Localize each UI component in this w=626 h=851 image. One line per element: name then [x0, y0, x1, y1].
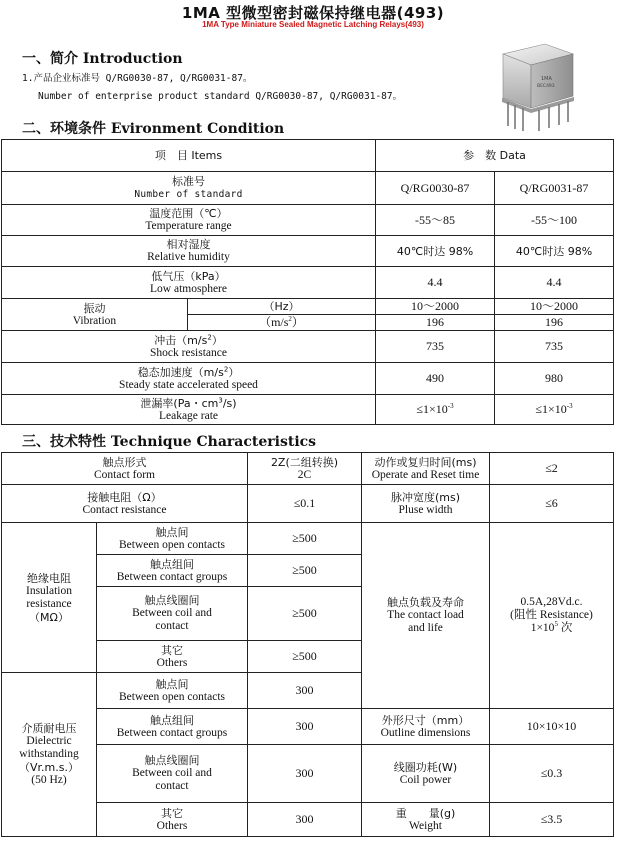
- table-row: [2, 485, 614, 523]
- cell-ins-open: ≥500: [248, 523, 362, 555]
- row-label-temperature: 温度范围（℃） Temperature range: [2, 205, 376, 236]
- col-header-items: 项 目 Items: [2, 140, 376, 172]
- cell-ins-others: ≥500: [248, 641, 362, 673]
- sub-label-others: 其它 Others: [97, 803, 248, 837]
- row-label-contact-resistance: 接触电阻（Ω） Contact resistance: [2, 485, 248, 523]
- section-heading-cn: 三、技术特性: [22, 434, 106, 450]
- table-row: [2, 172, 614, 205]
- table-row: [2, 331, 614, 363]
- table-row: [2, 140, 614, 172]
- cell-outline-dimensions: 10×10×10: [490, 709, 614, 745]
- cell-shock-b: 735: [495, 331, 614, 363]
- section-heading-introduction: [22, 48, 183, 68]
- intro-line-2: Number of enterprise product standard Q/RG0030-87, Q/RG0031-87。: [38, 91, 403, 102]
- row-label-leakage: 泄漏率(Pa・$cm^3/s$) Leakage rate: [2, 395, 376, 425]
- table-row: [2, 236, 614, 267]
- relay-product-photo: [493, 40, 579, 132]
- cell-ins-groups: ≥500: [248, 555, 362, 587]
- relay-photo-label-1: 1MA: [541, 76, 552, 82]
- row-label-low-atmosphere: 低气压（kPa） Low atmosphere: [2, 267, 376, 299]
- vibration-unit-ms2: $(m/s^2)$: [188, 315, 376, 331]
- cell-leak-b: $\le 1\times 10^{-3}$: [495, 395, 614, 425]
- technique-table: [1, 452, 614, 837]
- table-row: [2, 453, 614, 485]
- row-label-insulation: 绝缘电阻 Insulation resistance （MΩ）: [2, 523, 97, 673]
- cell-die-others: 300: [248, 803, 362, 837]
- section-heading-technique: [22, 431, 316, 451]
- cell-low-b: 4.4: [495, 267, 614, 299]
- cell-vib-hz-b: 10～2000: [495, 299, 614, 315]
- section-heading-cn: 一、简介: [22, 51, 78, 67]
- row-label-coil-power: 线圈功耗(W) Coil power: [362, 745, 490, 803]
- table-row: [2, 267, 614, 299]
- cell-weight: ≤3.5: [490, 803, 614, 837]
- table-row: [2, 523, 614, 555]
- relay-photo-label-2: BEC493: [537, 84, 555, 89]
- row-label-dielectric: 介质耐电压 Dielectric withstanding （Vr.m.s.） (50 Hz): [2, 673, 97, 837]
- vibration-unit-hz: （Hz）: [188, 299, 376, 315]
- cell-operate-time: ≤2: [490, 453, 614, 485]
- row-label-weight: 重 量(g) Weight: [362, 803, 490, 837]
- sub-label-coil-contact: 触点线圈间 Between coil and contact: [97, 745, 248, 803]
- cell-contact-load: 0.5A,28Vd.c. (阻性 Resistance) $1\times 10^5$ 次: [490, 523, 614, 709]
- cell-temp-b: -55～100: [495, 205, 614, 236]
- cell-pulse-width: ≤6: [490, 485, 614, 523]
- cell-die-coil: 300: [248, 745, 362, 803]
- row-label-contact-form: 触点形式 Contact form: [2, 453, 248, 485]
- cell-vib-hz-a: 10～2000: [376, 299, 495, 315]
- sub-label-open-contacts: 触点间 Between open contacts: [97, 523, 248, 555]
- cell-contact-resistance: ≤0.1: [248, 485, 362, 523]
- row-label-shock: 冲击$(m/s^2)$ Shock resistance: [2, 331, 376, 363]
- cell-vib-ms-b: 196: [495, 315, 614, 331]
- cell-die-groups: 300: [248, 709, 362, 745]
- table-row: [2, 395, 614, 425]
- page-title: 1MA 型微型密封磁保持继电器(493): [181, 4, 445, 22]
- cell-low-a: 4.4: [376, 267, 495, 299]
- sub-label-open-contacts: 触点间 Between open contacts: [97, 673, 248, 709]
- sub-label-contact-groups: 触点组间 Between contact groups: [97, 709, 248, 745]
- cell-vib-ms-a: 196: [376, 315, 495, 331]
- intro-line-1: 1.产品企业标准号 Q/RG0030-87, Q/RG0031-87。: [22, 73, 253, 84]
- cell-acc-a: 490: [376, 363, 495, 395]
- table-row: [2, 363, 614, 395]
- cell-humidity-a: 40℃时达 98%: [376, 236, 495, 267]
- table-row: [2, 205, 614, 236]
- row-label-contact-load: 触点负载及寿命 The contact load and life: [362, 523, 490, 709]
- row-label-pulse-width: 脉冲宽度(ms) Pluse width: [362, 485, 490, 523]
- section-heading-cn: 二、环境条件: [22, 121, 106, 137]
- section-heading-en: Introduction: [82, 51, 183, 67]
- cell-leak-a: $\le 1\times 10^{-3}$: [376, 395, 495, 425]
- row-label-humidity: 相对湿度 Relative humidity: [2, 236, 376, 267]
- sub-label-others: 其它 Others: [97, 641, 248, 673]
- page-subtitle: 1MA Type Miniature Sealed Magnetic Latching Relays(493): [202, 20, 424, 29]
- environment-table: [1, 139, 614, 425]
- cell-coil-power: ≤0.3: [490, 745, 614, 803]
- row-label-acceleration: 稳态加速度$(m/s^2)$ Steady state accelerated speed: [2, 363, 376, 395]
- row-label-operate-time: 动作或复归时间(ms) Operate and Reset time: [362, 453, 490, 485]
- cell-shock-a: 735: [376, 331, 495, 363]
- section-heading-en: Technique Characteristics: [110, 434, 317, 450]
- cell-temp-a: -55～85: [376, 205, 495, 236]
- cell-standard-a: Q/RG0030-87: [376, 172, 495, 205]
- cell-contact-form: 2Z(二组转换) 2C: [248, 453, 362, 485]
- cell-humidity-b: 40℃时达 98%: [495, 236, 614, 267]
- sub-label-coil-contact: 触点线圈间 Between coil and contact: [97, 587, 248, 641]
- cell-standard-b: Q/RG0031-87: [495, 172, 614, 205]
- section-heading-environment: [22, 118, 284, 138]
- sub-label-contact-groups: 触点组间 Between contact groups: [97, 555, 248, 587]
- cell-acc-b: 980: [495, 363, 614, 395]
- cell-ins-coil: ≥500: [248, 587, 362, 641]
- section-heading-en: Evironment Condition: [110, 121, 285, 137]
- row-label-standard: 标准号 Number of standard: [2, 172, 376, 205]
- row-label-outline-dimensions: 外形尺寸（mm） Outline dimensions: [362, 709, 490, 745]
- table-row: [2, 299, 614, 315]
- cell-die-open: 300: [248, 673, 362, 709]
- col-header-data: 参 数 Data: [376, 140, 614, 172]
- row-label-vibration: 振动 Vibration: [2, 299, 188, 331]
